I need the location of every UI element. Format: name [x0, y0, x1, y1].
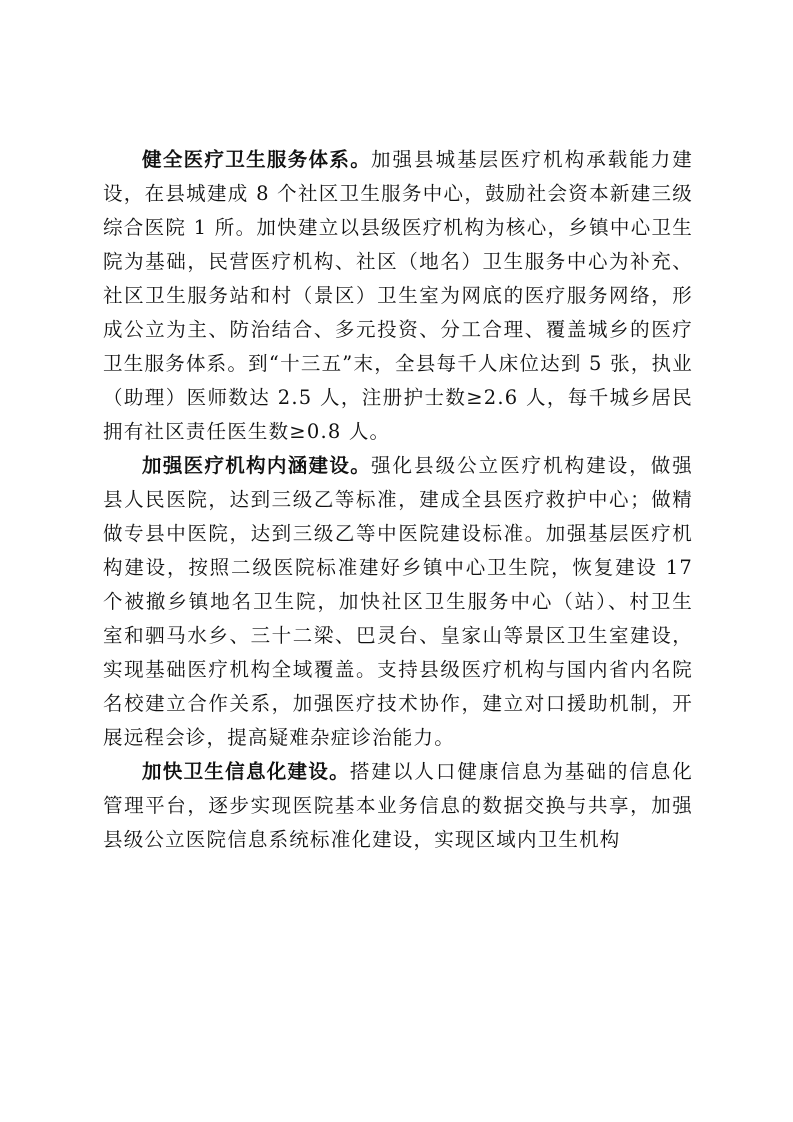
paragraph-heading: 加强医疗机构内涵建设。	[142, 454, 372, 477]
document-body	[103, 143, 693, 857]
paragraph-text: 加强县城基层医疗机构承载能力建设，在县城建成 8 个社区卫生服务中心，鼓励社会资本新建三级综合医院 1 所。加快建立以县级医疗机构为核心，乡镇中心卫生院为基础，民营医疗机构、社区（地名）卫生服务中心为补充、社区卫生服务站和村（景区）卫生室为网底的医疗服务网络，形成公立为主、防治结合、多元投资、分工合理、覆盖城乡的医疗卫生服务体系。到“十三五”末，全县每千人床位达到 5 张，执业（助理）医师数达 2.5 人，注册护士数≥2.6 人，每千城乡居民拥有社区责任医生数≥0.8 人。	[103, 148, 693, 443]
paragraph-health-service-system	[103, 143, 693, 449]
paragraph-text: 搭建以人口健康信息为基础的信息化管理平台，逐步实现医院基本业务信息的数据交换与共享，加强县级公立医院信息系统标准化建设，实现区域内卫生机构	[103, 760, 693, 851]
paragraph-text: 强化县级公立医疗机构建设，做强县人民医院，达到三级乙等标准，建成全县医疗救护中心；做精做专县中医院，达到三级乙等中医院建设标准。加强基层医疗机构建设，按照二级医院标准建好乡镇中心卫生院，恢复建设 17 个被撤乡镇地名卫生院，加快社区卫生服务中心（站）、村卫生室和驷马水乡、三十二梁、巴灵台、皇家山等景区卫生室建设，实现基础医疗机构全域覆盖。支持县级医疗机构与国内省内名院名校建立合作关系，加强医疗技术协作，建立对口援助机制，开展远程会诊，提高疑难杂症诊治能力。	[103, 454, 693, 749]
paragraph-heading: 健全医疗卫生服务体系。	[142, 148, 372, 171]
paragraph-health-informatization	[103, 755, 693, 857]
paragraph-institution-construction	[103, 449, 693, 755]
paragraph-heading: 加快卫生信息化建设。	[142, 760, 350, 783]
